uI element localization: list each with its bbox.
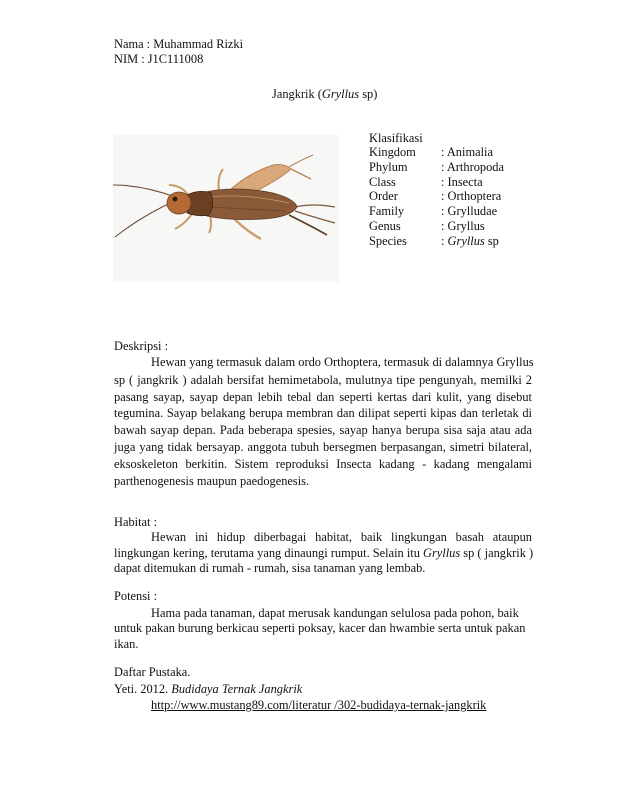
klas-value-class: : Insecta: [441, 175, 483, 189]
species-genus: Gryllus: [447, 234, 485, 248]
klasifikasi-heading: Klasifikasi: [369, 131, 423, 145]
habitat-genus: Gryllus: [423, 546, 461, 560]
potensi-line: Hama pada tanaman, dapat merusak kandungan selulosa pada pohon, baik: [151, 606, 519, 620]
title-genus: Gryllus: [321, 87, 360, 101]
pustaka-citation: [114, 682, 302, 697]
klas-value-kingdom: : Animalia: [441, 145, 493, 159]
klas-label-family: Family: [369, 204, 405, 218]
klas-label-class: Class: [369, 175, 396, 189]
klas-value-species: [441, 234, 499, 249]
habitat-heading: Habitat :: [114, 515, 158, 529]
species-suffix: sp: [484, 234, 499, 248]
habitat-line-text: lingkungan kering, terutama yang dinaungi rumput. Selain itu: [114, 546, 424, 560]
potensi-heading: Potensi :: [114, 589, 158, 603]
potensi-line: untuk pakan burung berkicau seperti poksay, kacer dan hwambie serta untuk pakan: [114, 621, 526, 635]
deskripsi-line: tegumina. Sayap belakang berupa membran dan dilipat seperti kipas dan terletak di: [114, 406, 532, 420]
title-text: Jangkrik (: [272, 87, 322, 101]
student-nim: NIM : J1C111008: [114, 52, 204, 66]
deskripsi-heading: Deskripsi :: [114, 339, 169, 353]
klas-label-kingdom: Kingdom: [369, 145, 416, 159]
klas-label-genus: Genus: [369, 219, 401, 233]
pustaka-url-wrap: [151, 698, 486, 713]
klas-value-family: : Grylludae: [441, 204, 498, 218]
deskripsi-line: juga yang tidak bersayap. anggota tubuh bersegmen berpasangan, simetri bilateral,: [114, 440, 532, 454]
citation-title: Budidaya Ternak Jangkrik: [171, 682, 303, 696]
student-name: Nama : Muhammad Rizki: [114, 37, 244, 51]
deskripsi-line: bawah sayap depan. Pada beberapa spesies, sayap hanya berupa sisa saja atau ada: [114, 423, 532, 437]
klas-label-phylum: Phylum: [369, 160, 408, 174]
deskripsi-line: parthenogenesis maupun paedogenesis.: [114, 474, 310, 488]
klas-value-phylum: : Arthropoda: [441, 160, 504, 174]
reference-link[interactable]: http://www.mustang89.com/literatur /302-budidaya-ternak-jangkrik: [151, 698, 487, 712]
species-prefix: :: [441, 234, 448, 248]
deskripsi-line: eksoskeleton berkitin. Sistem reproduksi Insecta kadang - kadang mengalami: [114, 457, 532, 471]
klas-label-species: Species: [369, 234, 407, 248]
title-suffix: sp): [359, 87, 378, 101]
habitat-line: [114, 546, 532, 561]
klas-label-order: Order: [369, 189, 398, 203]
habitat-line: dapat ditemukan di rumah - rumah, sisa tanaman yang lembab.: [114, 561, 426, 575]
deskripsi-line: pasang sayap, sayap depan lebih tebal dan seperti kertas dari kulit, yang disebut: [114, 390, 532, 404]
cricket-photo: [113, 135, 339, 282]
potensi-line: ikan.: [114, 637, 139, 651]
deskripsi-line: sp ( jangkrik ) adalah bersifat hemimetabola, mulutnya tipe pengunyah, memilki 2: [114, 373, 532, 387]
citation-author: Yeti. 2012.: [114, 682, 172, 696]
habitat-line: Hewan ini hidup diberbagai habitat, baik lingkungan basah ataupun: [151, 530, 532, 544]
document-title: [272, 87, 377, 102]
klas-value-genus: : Gryllus: [441, 219, 485, 233]
pustaka-heading: Daftar Pustaka.: [114, 665, 191, 679]
klas-value-order: : Orthoptera: [441, 189, 502, 203]
habitat-line-suffix: sp ( jangkrik ): [460, 546, 534, 560]
cricket-illustration: [113, 135, 339, 282]
deskripsi-line: Hewan yang termasuk dalam ordo Orthoptera, termasuk di dalamnya Gryllus: [151, 355, 534, 369]
